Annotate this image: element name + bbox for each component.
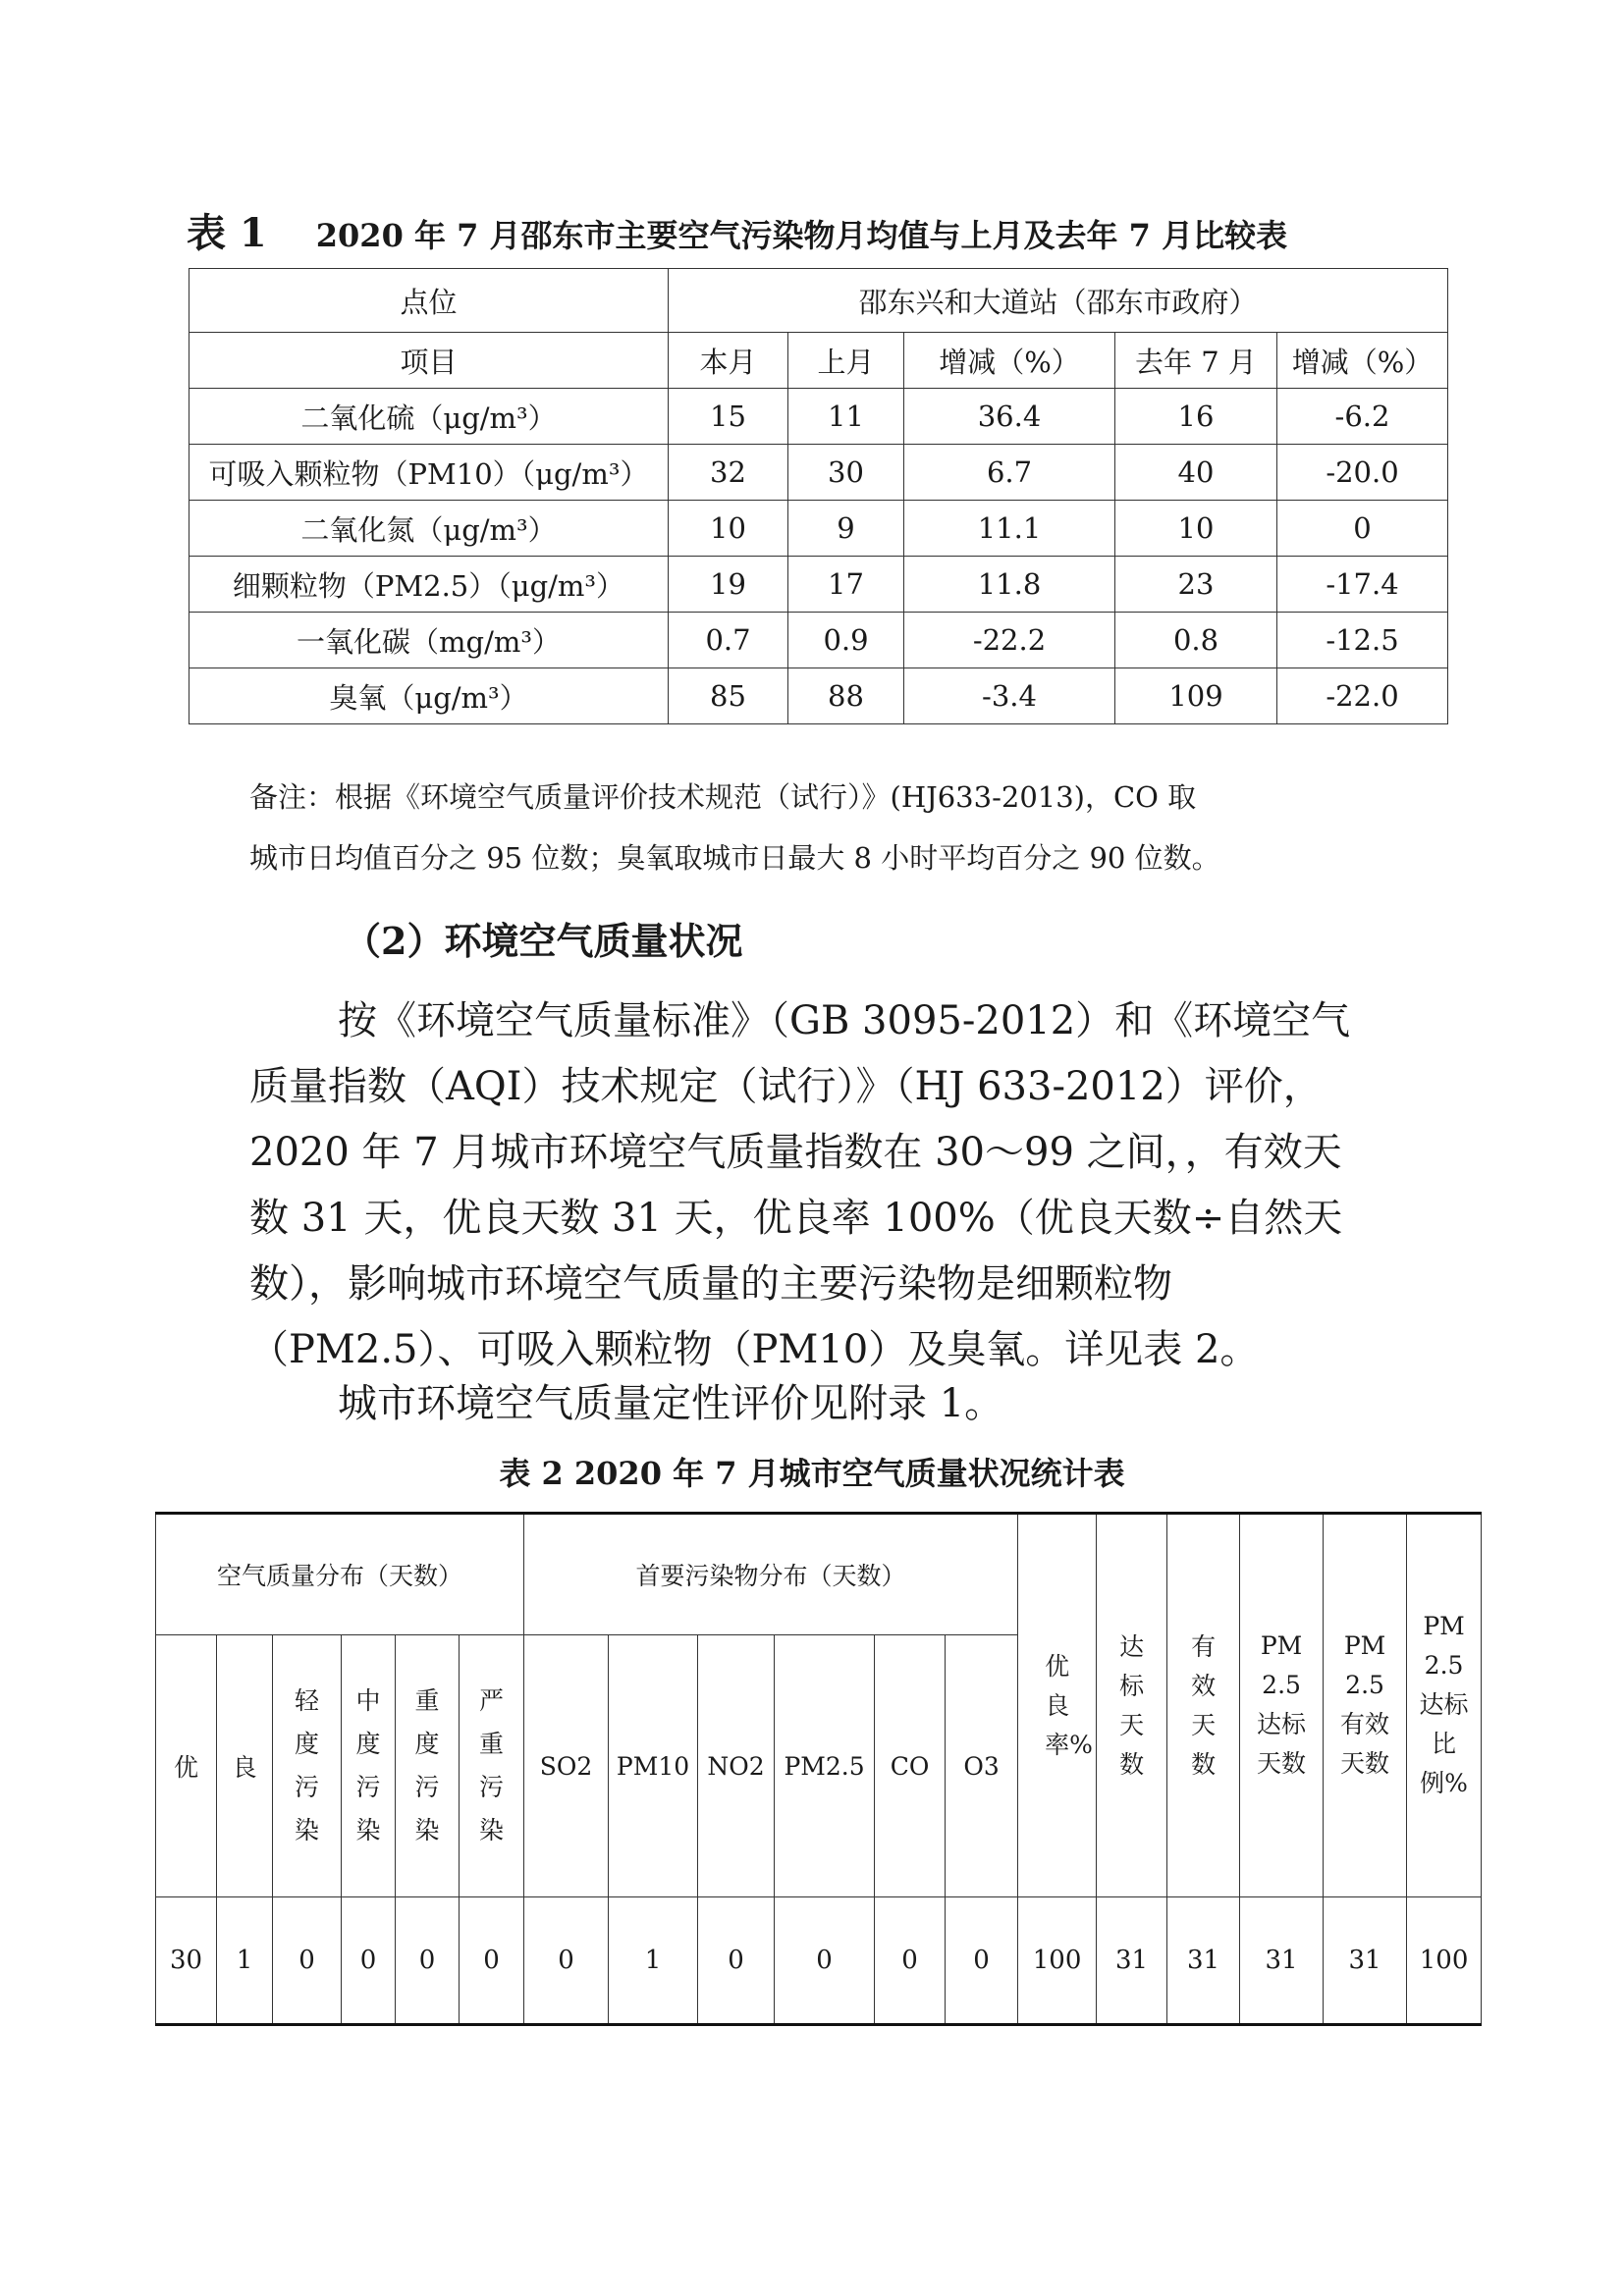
paragraph-2: 城市环境空气质量定性评价见附录 1。 [338,1381,1004,1426]
table1-header-row [189,333,1448,389]
table-row [189,445,1448,501]
row-change: 36.4 [904,389,1115,445]
header-good: 良 [217,1635,273,1897]
paragraph-line-6: （PM2.5）、可吸入颗粒物（PM10）及臭氧。详见表 2。 [249,1327,1260,1372]
header-last-year: 去年 7 月 [1115,333,1277,389]
row-previous: 30 [788,445,904,501]
row-current: 0.7 [669,613,788,668]
row-change: 11.8 [904,557,1115,613]
row-item: 一氧化碳（mg/m³） [189,613,669,668]
header-moderate-label: 中度污染 [355,1686,381,1844]
note-line-2: 城市日均值百分之 95 位数；臭氧取城市日最大 8 小时平均百分之 90 位数。 [249,841,1220,875]
table2-group-header-row [156,1514,1482,1635]
row-item: 可吸入颗粒物（PM10）（μg/m³） [189,445,669,501]
header-standard-days [1097,1514,1167,1897]
table2-title: 表 2 2020 年 7 月城市空气质量状况统计表 [499,1455,1125,1492]
row-last-year: 0.8 [1115,613,1277,668]
row-change: -3.4 [904,668,1115,724]
row-last-year: 23 [1115,557,1277,613]
paragraph-line-2: 质量指数（AQI）技术规定（试行）》（HJ 633-2012）评价， [249,1064,1323,1109]
table-row [189,613,1448,668]
value-valid-days: 31 [1167,1897,1240,2025]
value-so2: 0 [524,1897,609,2025]
row-current: 32 [669,445,788,501]
value-excellent: 30 [156,1897,217,2025]
header-change-2: 增减（%） [1277,333,1448,389]
table2 [155,1512,1482,2026]
header-current: 本月 [669,333,788,389]
row-last-year: 10 [1115,501,1277,557]
value-severe: 0 [460,1897,524,2025]
row-last-year: 40 [1115,445,1277,501]
value-light: 0 [273,1897,342,2025]
row-item: 细颗粒物（PM2.5）（μg/m³） [189,557,669,613]
site-label-cell: 点位 [189,269,669,333]
header-pm25-standard-days-label: PM 2.5 达标天数 [1257,1631,1307,1778]
header-good-rate-label: 优良率% [1045,1651,1093,1759]
value-pm25-valid-days: 31 [1324,1897,1407,2025]
value-good-rate: 100 [1018,1897,1097,2025]
header-o3: O3 [946,1635,1018,1897]
table1-site-row [189,269,1448,333]
header-no2: NO2 [698,1635,775,1897]
header-excellent: 优 [156,1635,217,1897]
row-previous: 9 [788,501,904,557]
value-o3: 0 [946,1897,1018,2025]
header-light-label: 轻度污染 [295,1686,320,1844]
header-pm25-standard-ratio [1407,1514,1482,1897]
group-pollutant-days: 首要污染物分布（天数） [524,1514,1018,1635]
row-previous: 0.9 [788,613,904,668]
value-moderate: 0 [342,1897,396,2025]
header-moderate [342,1635,396,1897]
header-pm25-valid-days-label: PM 2.5 有效天数 [1340,1631,1390,1778]
row-previous: 17 [788,557,904,613]
header-co: CO [875,1635,946,1897]
paragraph-line-3: 2020 年 7 月城市环境空气质量指数在 30～99 之间，，有效天 [249,1130,1342,1175]
row-change: 6.7 [904,445,1115,501]
row-change-2: -6.2 [1277,389,1448,445]
header-previous: 上月 [788,333,904,389]
header-severe-label: 严重污染 [479,1686,505,1844]
row-change: 11.1 [904,501,1115,557]
header-change: 增减（%） [904,333,1115,389]
row-current: 19 [669,557,788,613]
table1-title [187,202,1463,258]
value-co: 0 [875,1897,946,2025]
table-row [189,668,1448,724]
table-row [156,1897,1482,2025]
header-heavy [396,1635,460,1897]
header-valid-days-label: 有效天数 [1191,1631,1217,1779]
row-change-2: -20.0 [1277,445,1448,501]
row-change: -22.2 [904,613,1115,668]
table-row [189,557,1448,613]
paragraph-line-4: 数 31 天，优良天数 31 天，优良率 100%（优良天数÷自然天 [249,1196,1343,1241]
row-item: 二氧化氮（μg/m³） [189,501,669,557]
row-change-2: -12.5 [1277,613,1448,668]
note-line-1: 备注：根据《环境空气质量评价技术规范（试行）》(HJ633-2013)，CO 取 [249,780,1197,814]
header-pm25-standard-ratio-label: PM 2.5 达标比例% [1419,1612,1469,1797]
paragraph-line-5: 数），影响城市环境空气质量的主要污染物是细颗粒物 [249,1261,1172,1307]
value-good: 1 [217,1897,273,2025]
table1 [189,268,1448,724]
header-pm25: PM2.5 [775,1635,875,1897]
header-pm25-valid-days [1324,1514,1407,1897]
header-valid-days [1167,1514,1240,1897]
header-light [273,1635,342,1897]
row-item: 二氧化硫（μg/m³） [189,389,669,445]
value-pm25-standard-days: 31 [1240,1897,1324,2025]
paragraph-line-1: 按《环境空气质量标准》（GB 3095-2012）和《环境空气 [338,998,1351,1043]
value-no2: 0 [698,1897,775,2025]
row-change-2: 0 [1277,501,1448,557]
row-last-year: 16 [1115,389,1277,445]
header-heavy-label: 重度污染 [414,1686,440,1844]
header-good-rate [1018,1514,1097,1897]
row-previous: 11 [788,389,904,445]
header-item: 项目 [189,333,669,389]
header-pm25-standard-days [1240,1514,1324,1897]
section-title: （2）环境空气质量状况 [344,919,743,963]
row-last-year: 109 [1115,668,1277,724]
value-pm25-standard-ratio: 100 [1407,1897,1482,2025]
group-quality-days: 空气质量分布（天数） [156,1514,524,1635]
table1-caption: 2020 年 7 月邵东市主要空气污染物月均值与上月及去年 7 月比较表 [315,217,1288,254]
value-heavy: 0 [396,1897,460,2025]
value-standard-days: 31 [1097,1897,1167,2025]
table1-label: 表 1 [187,210,267,256]
row-current: 15 [669,389,788,445]
header-severe [460,1635,524,1897]
header-so2: SO2 [524,1635,609,1897]
row-current: 85 [669,668,788,724]
row-change-2: -22.0 [1277,668,1448,724]
row-item: 臭氧（μg/m³） [189,668,669,724]
row-change-2: -17.4 [1277,557,1448,613]
row-previous: 88 [788,668,904,724]
header-standard-days-label: 达标天数 [1119,1631,1145,1779]
value-pm25: 0 [775,1897,875,2025]
table-row [189,501,1448,557]
header-pm10: PM10 [609,1635,698,1897]
row-current: 10 [669,501,788,557]
site-name-cell: 邵东兴和大道站（邵东市政府） [669,269,1448,333]
value-pm10: 1 [609,1897,698,2025]
table-row [189,389,1448,445]
